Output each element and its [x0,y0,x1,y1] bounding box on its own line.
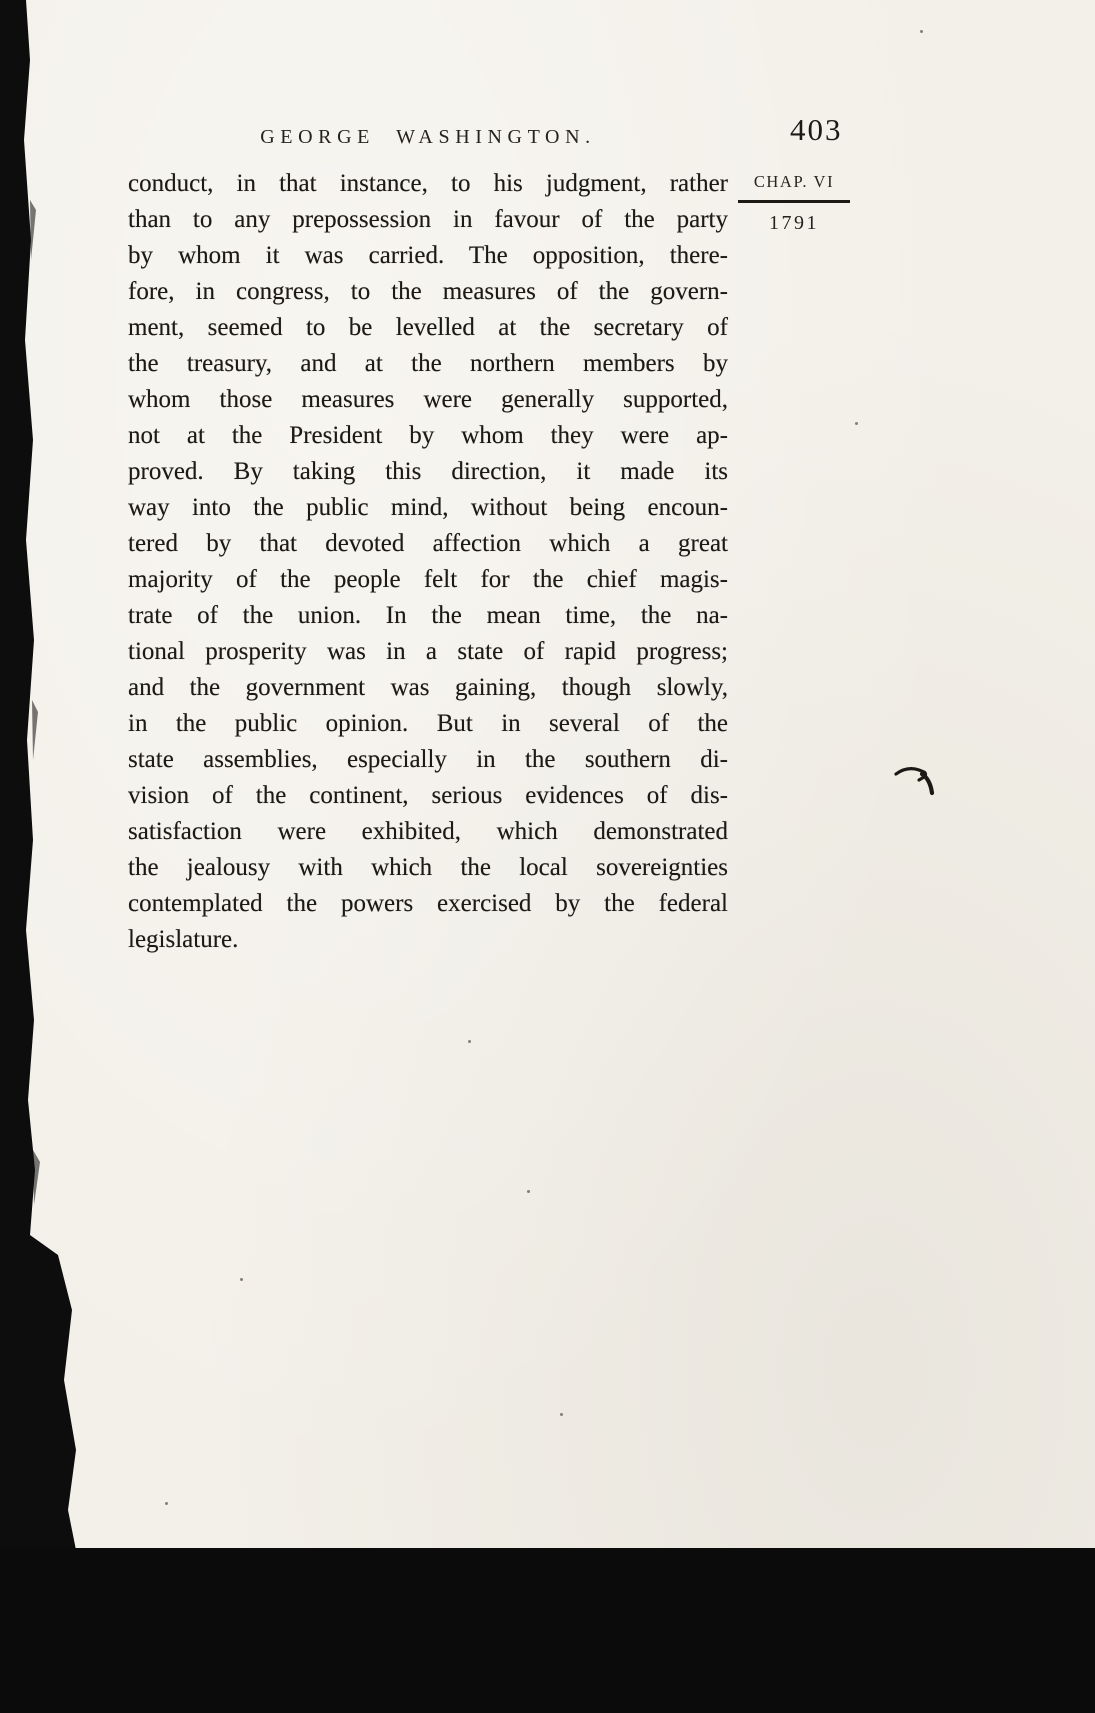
ink-mark [893,758,941,800]
text-line: state assemblies, especially in the southern di- [128,746,728,773]
text-line: ment, seemed to be levelled at the secretary of [128,314,728,341]
text-line: tered by that devoted affection which a great [128,530,728,557]
text-line: than to any prepossession in favour of the party [128,206,728,233]
text-line: fore, in congress, to the measures of the govern- [128,278,728,305]
text-line: not at the President by whom they were ap- [128,422,728,449]
dust-speck [560,1413,563,1416]
dust-speck [855,422,858,425]
text-line: majority of the people felt for the chief magis- [128,566,728,593]
body-paragraph [128,166,728,958]
text-line: proved. By taking this direction, it made its [128,458,728,485]
text-line: the treasury, and at the northern members by [128,350,728,377]
margin-rule [738,200,850,203]
margin-notes [738,172,850,235]
text-line: contemplated the powers exercised by the federal [128,890,728,917]
text-line: in the public opinion. But in several of the [128,710,728,737]
year-label: 1791 [769,211,819,234]
text-line: by whom it was carried. The opposition, there- [128,242,728,269]
dust-speck [468,1040,471,1043]
bottom-scan-bar-artifact [0,1548,1095,1713]
running-header-title: GEORGE WASHINGTON. [260,126,596,148]
text-line: whom those measures were generally supported, [128,386,728,413]
dust-speck [920,30,923,33]
text-line: trate of the union. In the mean time, the na- [128,602,728,629]
text-line: conduct, in that instance, to his judgment, rather [128,170,728,197]
text-line: and the government was gaining, though slowly, [128,674,728,701]
dust-speck [527,1190,530,1193]
text-line: way into the public mind, without being encoun- [128,494,728,521]
dust-speck [240,1278,243,1281]
text-line: legislature. [128,926,239,953]
text-line: tional prosperity was in a state of rapid progress; [128,638,728,665]
text-line: vision of the continent, serious evidences of dis- [128,782,728,809]
text-line: the jealousy with which the local sovereignties [128,854,728,881]
dust-speck [165,1502,168,1505]
page-number: 403 [790,112,843,147]
text-line: satisfaction were exhibited, which demonstrated [128,818,728,845]
binding-edge-artifact [0,0,92,1713]
chapter-label: CHAP. VI [753,172,835,191]
